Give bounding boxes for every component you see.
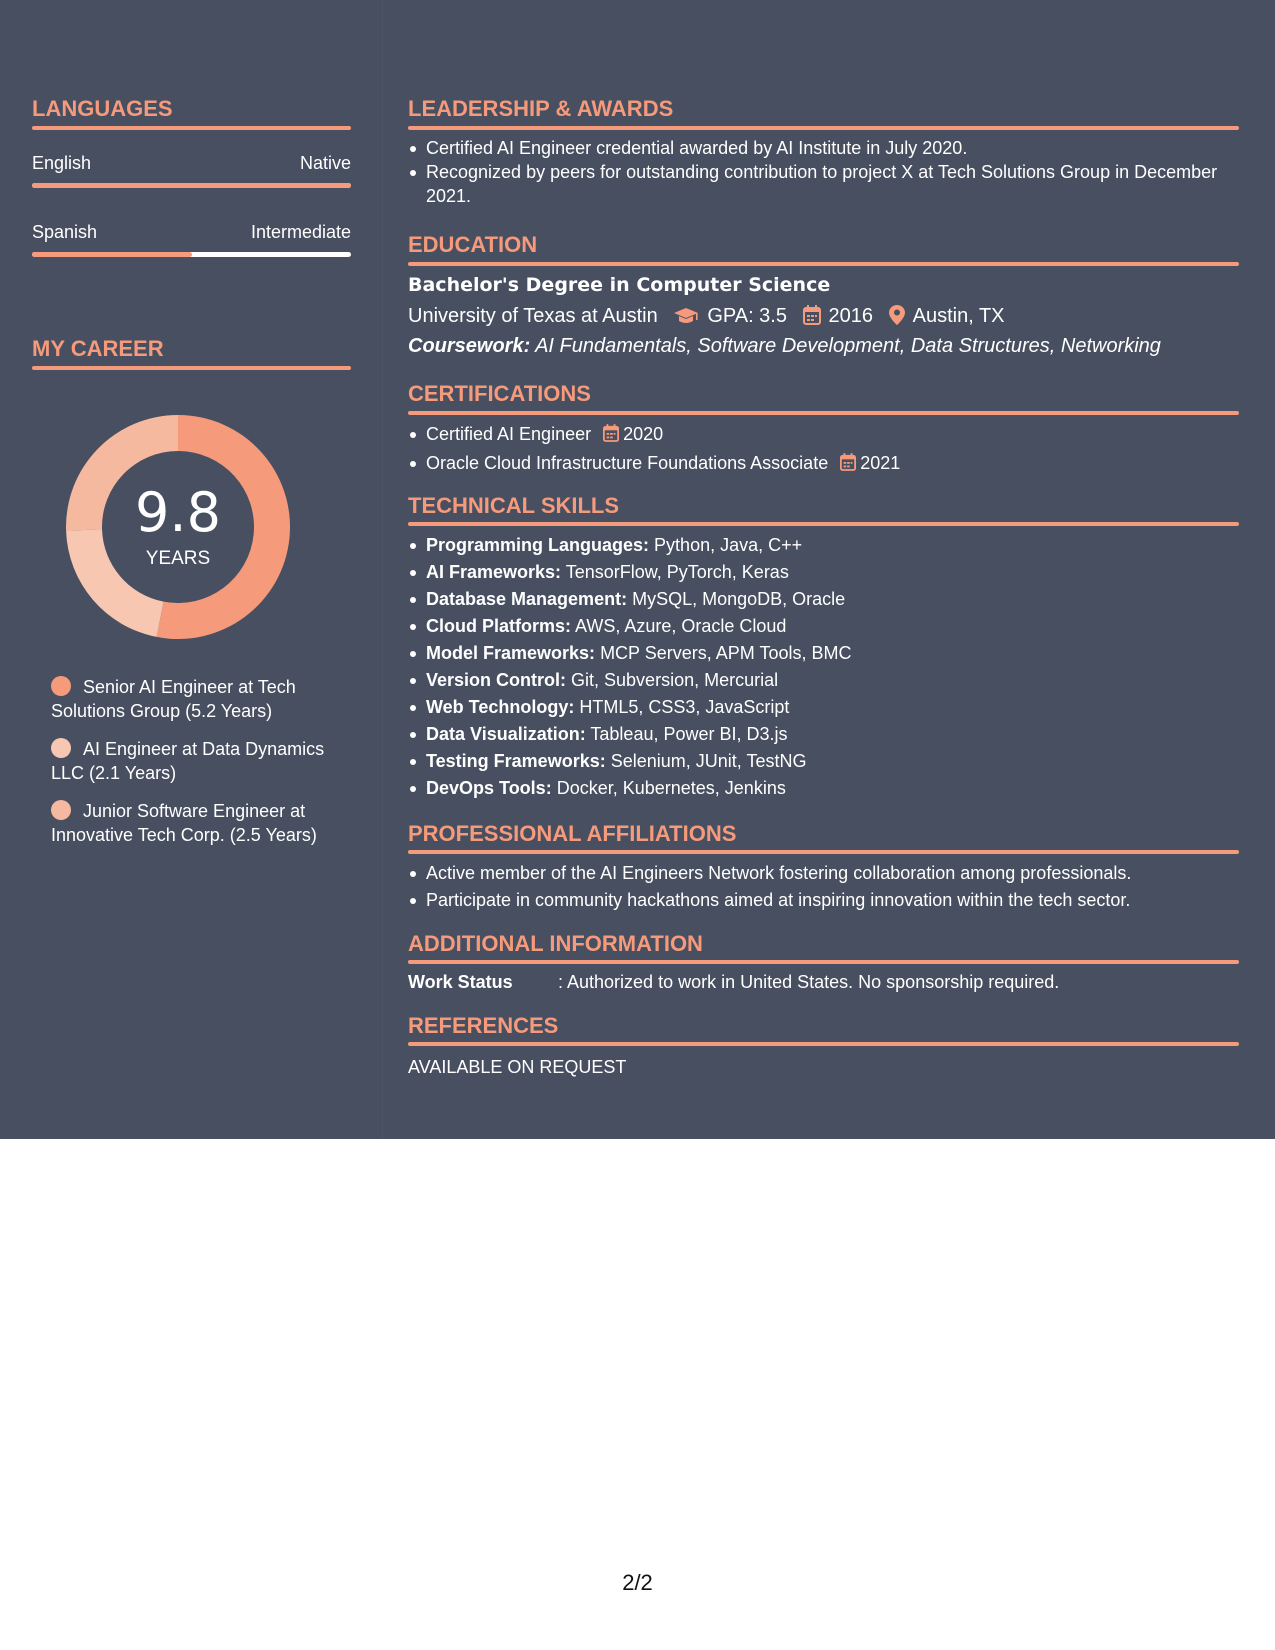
- skill-value: Docker, Kubernetes, Jenkins: [556, 778, 786, 798]
- column-divider: [382, 0, 383, 1139]
- skill-label: Testing Frameworks:: [426, 751, 606, 771]
- affiliations-list: [426, 860, 1236, 914]
- certifications-list: [426, 421, 1236, 479]
- education-location: Austin, TX: [912, 305, 1005, 327]
- career-legend-label: Senior AI Engineer at Tech Solutions Group (5.2 Years): [51, 677, 296, 721]
- skill-item: [426, 613, 1236, 640]
- page-number: 2/2: [622, 1570, 653, 1595]
- skill-item: [426, 667, 1236, 694]
- calendar-icon: [803, 305, 821, 332]
- skill-label: Web Technology:: [426, 697, 575, 717]
- list-item: Certified AI Engineer credential awarded by AI Institute in July 2020.: [426, 136, 1236, 160]
- certifications-title: CERTIFICATIONS: [408, 381, 591, 406]
- language-row-english: [32, 152, 351, 174]
- education-title: EDUCATION: [408, 232, 538, 257]
- career-legend-label: Junior Software Engineer at Innovative Tech Corp. (2.5 Years): [51, 801, 317, 845]
- legend-dot: [51, 738, 71, 758]
- education-rule: [408, 262, 1239, 266]
- certification-item: [426, 421, 1236, 450]
- legend-dot: [51, 676, 71, 696]
- language-fill: [32, 183, 351, 188]
- career-legend-label: AI Engineer at Data Dynamics LLC (2.1 Years): [51, 739, 325, 783]
- language-bar-spanish: [32, 252, 351, 257]
- skill-value: HTML5, CSS3, JavaScript: [579, 697, 790, 717]
- work-status-label: Work Status: [408, 972, 513, 992]
- skills-list: [426, 532, 1236, 802]
- skill-value: Git, Subversion, Mercurial: [571, 670, 779, 690]
- skill-value: Selenium, JUnit, TestNG: [610, 751, 807, 771]
- language-row-spanish: [32, 221, 351, 243]
- work-status-value: : Authorized to work in United States. No sponsorship required.: [558, 972, 1060, 992]
- skill-value: Tableau, Power BI, D3.js: [590, 724, 788, 744]
- skill-label: Model Frameworks:: [426, 643, 596, 663]
- skill-label: Data Visualization:: [426, 724, 586, 744]
- graduation-cap-icon: [673, 306, 699, 332]
- leadership-rule: [408, 126, 1239, 130]
- career-rule: [32, 366, 351, 370]
- coursework-label: Coursework:: [408, 335, 531, 357]
- languages-title: LANGUAGES: [32, 96, 173, 121]
- certifications-rule: [408, 411, 1239, 415]
- education-school: University of Texas at Austin: [408, 305, 658, 327]
- affiliations-rule: [408, 850, 1239, 854]
- skill-label: Version Control:: [426, 670, 567, 690]
- donut-slice-1: [66, 529, 163, 636]
- skill-label: AI Frameworks:: [426, 562, 562, 582]
- certification-name: Certified AI Engineer: [426, 424, 592, 444]
- skill-label: DevOps Tools:: [426, 778, 552, 798]
- education-details: [408, 303, 1005, 332]
- career-title: MY CAREER: [32, 336, 164, 361]
- skills-title: TECHNICAL SKILLS: [408, 493, 620, 518]
- languages-rule: [32, 126, 351, 130]
- skill-item: [426, 775, 1236, 802]
- skill-item: [426, 721, 1236, 748]
- additional-rule: [408, 960, 1239, 964]
- certification-item: [426, 450, 1236, 479]
- education-gpa: GPA: 3.5: [707, 305, 787, 327]
- language-bar-english: [32, 183, 351, 188]
- list-item: Recognized by peers for outstanding contribution to project X at Tech Solutions Group in December 2021.: [426, 160, 1236, 208]
- legend-dot: [51, 800, 71, 820]
- skill-value: TensorFlow, PyTorch, Keras: [565, 562, 789, 582]
- list-item: Participate in community hackathons aimed at inspiring innovation within the tech sector.: [426, 887, 1236, 914]
- skill-item: [426, 586, 1236, 613]
- career-total-unit: YEARS: [145, 548, 211, 569]
- skill-item: [426, 532, 1236, 559]
- list-item: Active member of the AI Engineers Network fostering collaboration among professionals.: [426, 860, 1236, 887]
- language-fill: [32, 252, 192, 257]
- career-donut-chart: [66, 415, 290, 639]
- education-year: 2016: [828, 305, 874, 327]
- skills-rule: [408, 522, 1239, 526]
- references-value: AVAILABLE ON REQUEST: [408, 1057, 627, 1077]
- skill-value: MySQL, MongoDB, Oracle: [632, 589, 846, 609]
- calendar-icon: [603, 423, 619, 450]
- coursework-value: AI Fundamentals, Software Development, Data Structures, Networking: [535, 335, 1161, 357]
- language-name: English: [32, 153, 92, 173]
- skill-label: Programming Languages:: [426, 535, 650, 555]
- work-status-row: [408, 970, 1059, 994]
- leadership-title: LEADERSHIP & AWARDS: [408, 96, 674, 121]
- affiliations-title: PROFESSIONAL AFFILIATIONS: [408, 821, 737, 846]
- skill-value: MCP Servers, APM Tools, BMC: [600, 643, 852, 663]
- skill-item: [426, 559, 1236, 586]
- skill-item: [426, 748, 1236, 775]
- leadership-list: [426, 136, 1236, 208]
- skill-item: [426, 640, 1236, 667]
- career-legend-item: [51, 799, 351, 847]
- additional-title: ADDITIONAL INFORMATION: [408, 931, 703, 956]
- career-legend-item: [51, 675, 351, 723]
- skill-label: Cloud Platforms:: [426, 616, 572, 636]
- skill-value: Python, Java, C++: [654, 535, 803, 555]
- certification-name: Oracle Cloud Infrastructure Foundations Associate: [426, 453, 829, 473]
- education-coursework: [408, 333, 1161, 359]
- career-legend-item: [51, 737, 351, 785]
- language-level: Intermediate: [250, 222, 351, 242]
- skill-value: AWS, Azure, Oracle Cloud: [575, 616, 787, 636]
- language-level: Native: [299, 153, 351, 173]
- career-total-years: 9.8: [135, 481, 221, 544]
- skill-item: [426, 694, 1236, 721]
- certification-year: 2021: [860, 453, 901, 473]
- certification-year: 2020: [623, 424, 664, 444]
- calendar-icon: [840, 452, 856, 479]
- location-pin-icon: [889, 305, 905, 332]
- language-name: Spanish: [32, 222, 98, 242]
- skill-label: Database Management:: [426, 589, 628, 609]
- education-degree: Bachelor's Degree in Computer Science: [408, 274, 831, 296]
- references-title: REFERENCES: [408, 1013, 559, 1038]
- references-rule: [408, 1042, 1239, 1046]
